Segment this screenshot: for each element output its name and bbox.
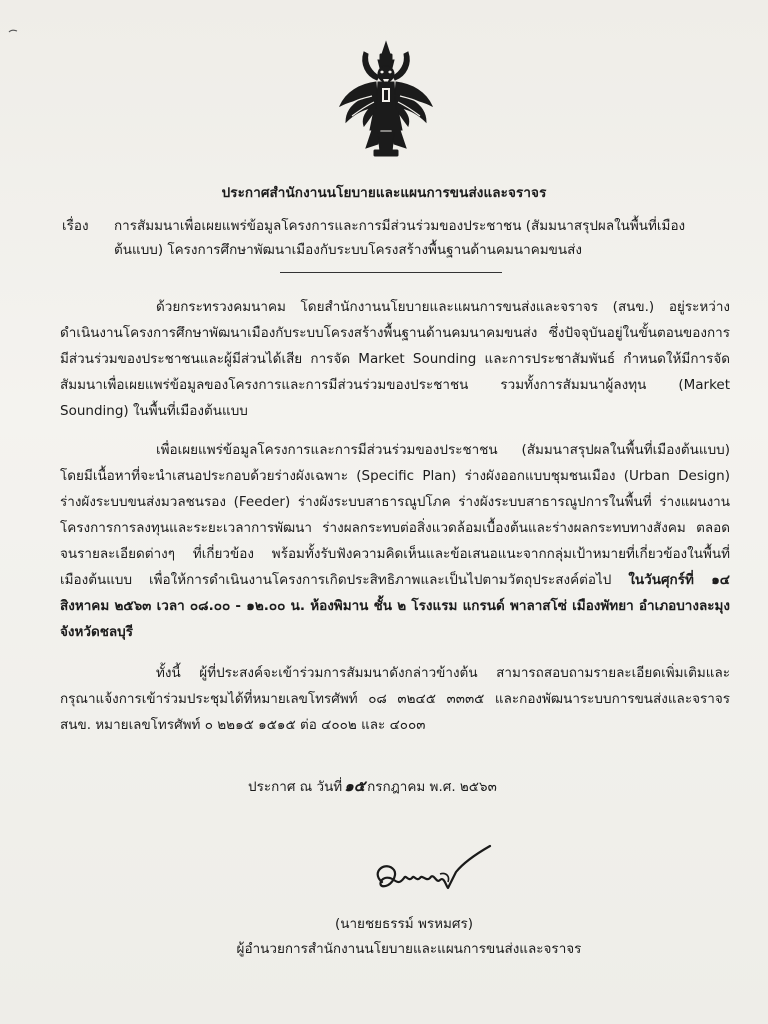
subject-label: เรื่อง: [62, 218, 89, 234]
signer-name: (นายชยธรรม์ พรหมศร): [334, 916, 474, 932]
announce-suffix: กรกฎาคม พ.ศ. ๒๕๖๓: [367, 779, 497, 795]
signer-position: ผู้อำนวยการสำนักงานนโยบายและแผนการขนส่งและจราจร: [236, 941, 582, 957]
document-title: ประกาศสำนักงานนโยบายและแผนการขนส่งและจราจร: [221, 185, 547, 201]
announcement-date: [248, 774, 497, 798]
garuda-emblem-icon: [336, 40, 436, 158]
subject-text: การสัมมนาเพื่อเผยแพร่ข้อมูลโครงการและการมีส่วนร่วมของประชาชน (สัมมนาสรุปผลในพื้นที่เมืองต้นแบบ) โครงการศึกษาพัฒนาเมืองกับระบบโครงสร้างพื้นฐานด้านคมนาคมขนส่ง: [114, 218, 686, 258]
announce-prefix: ประกาศ ณ วันที่: [248, 779, 343, 795]
event-details: ในวันศุกร์ที่ ๑๔ สิงหาคม ๒๕๖๓ เวลา ๐๘.๐๐ - ๑๒.๐๐ น. ห้องพิมาน ชั้น ๒ โรงแรม แกรนด์ พาลาสโซ่ เมืองพัทยา อำเภอบางละมุง จังหวัดชลบุรี: [60, 572, 730, 640]
body-paragraph-2: [60, 437, 730, 645]
paper-mark: [8, 28, 18, 34]
divider-line: [280, 272, 502, 273]
handwritten-signature: [360, 842, 510, 912]
paragraph-2-text: เพื่อเผยแพร่ข้อมูลโครงการและการมีส่วนร่วมของประชาชน (สัมมนาสรุปผลในพื้นที่เมืองต้นแบบ) โดยมีเนื้อหาที่จะนำเสนอประกอบด้วยร่างผังเฉพาะ (Specific Plan) ร่างผังออกแบบชุมชนเมือง (Urban Design) ร่างผังระบบขนส่งมวลชนรอง (Feeder) ร่างผังระบบสาธารณูปโภค ร่างผังระบบสาธารณูปการในพื้นที่ ร่างแผนงานโครงการการลงทุนและระยะเวลาการพัฒนา ร่างผลกระทบต่อสิ่งแวดล้อมเบื้องต้นและร่างผลกระทบทางสังคม ตลอดจนรายละเอียดต่างๆ ที่เกี่ยวข้อง พร้อมทั้งรับฟังความคิดเห็นและข้อเสนอแนะจากกลุ่มเป้าหมายที่เกี่ยวข้องในพื้นที่เมืองต้นแบบ เพื่อให้การดำเนินงานโครงการเกิดประสิทธิภาพและเป็นไปตามวัตถุประสงค์ต่อไป: [60, 442, 730, 588]
body-paragraph-3: ทั้งนี้ ผู้ที่ประสงค์จะเข้าร่วมการสัมมนาดังกล่าวข้างต้น สามารถสอบถามรายละเอียดเพิ่มเติมและกรุณาแจ้งการเข้าร่วมประชุมได้ที่หมายเลขโทรศัพท์ ๐๘ ๓๒๔๕ ๓๓๓๕ และกองพัฒนาระบบการขนส่งและจราจร สนข. หมายเลขโทรศัพท์ ๐ ๒๒๑๕ ๑๕๑๕ ต่อ ๔๐๐๒ และ ๔๐๐๓: [60, 665, 730, 733]
body-paragraph-1: ด้วยกระทรวงคมนาคม โดยสำนักงานนโยบายและแผนการขนส่งและจราจร (สนข.) อยู่ระหว่างดำเนินงานโครงการศึกษาพัฒนาเมืองกับระบบโครงสร้างพื้นฐานด้านคมนาคมขนส่ง ซึ่งปัจจุบันอยู่ในขั้นตอนของการมีส่วนร่วมของประชาชนและผู้มีส่วนได้เสีย การจัด Market Sounding และการประชาสัมพันธ์ กำหนดให้มีการจัดสัมมนาเพื่อเผยแพร่ข้อมูลของโครงการและการมีส่วนร่วมของประชาชน รวมทั้งการสัมมนาผู้ลงทุน (Market Sounding) ในพื้นที่เมืองต้นแบบ: [60, 299, 730, 419]
announce-day: ๑๕: [344, 777, 366, 795]
